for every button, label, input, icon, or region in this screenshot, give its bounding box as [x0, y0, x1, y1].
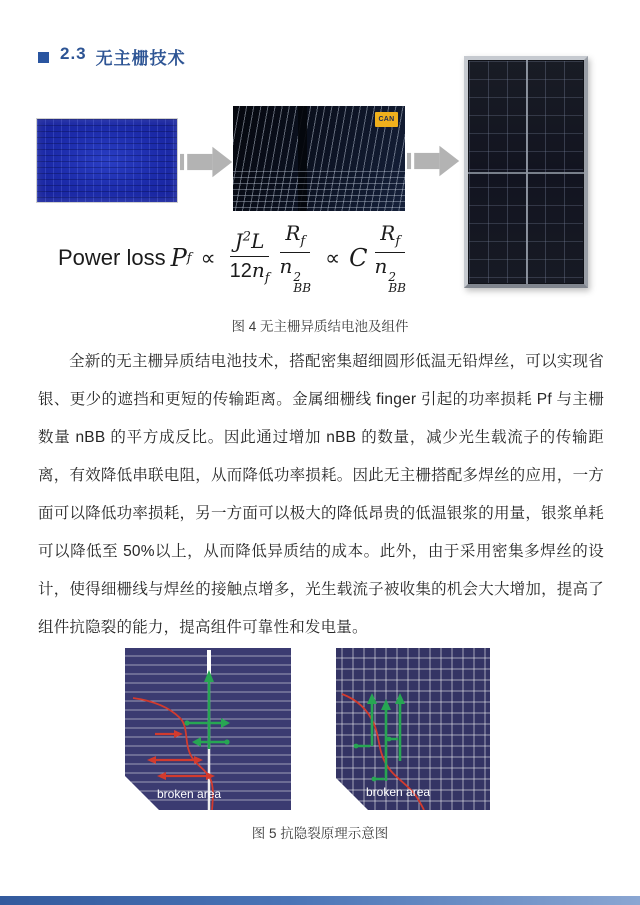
arrow-right-icon [407, 142, 461, 180]
figure5-caption: 图 5 抗隐裂原理示意图 [251, 826, 389, 841]
horizontal-wires-overlay [233, 171, 405, 211]
footer-accent-bar [0, 896, 640, 905]
fraction-current: $\frac{J^2L}{12n_f}$ [229, 228, 270, 286]
multiwire-closeup-image [233, 106, 405, 211]
arrow-right-icon [180, 143, 234, 181]
broken-area-label: broken area [366, 785, 431, 799]
section-heading [38, 44, 186, 69]
brand-badge: CAN [375, 112, 398, 127]
figure5-single-busbar-diagram [125, 646, 291, 810]
figure4-caption: 图 4 无主栅异质结电池及组件 [231, 319, 409, 334]
formula-label: Power loss [58, 245, 166, 270]
power-loss-formula [58, 220, 411, 296]
busbarless-cell-image [36, 118, 178, 203]
proportional-symbol: ∝ [200, 246, 216, 270]
fraction-resistance: $R_f$ n 2 BB [279, 220, 312, 295]
solar-module-image [464, 56, 588, 288]
figure5-multiwire-diagram [336, 646, 490, 810]
fraction-resistance-2: $R_f$ n 2 BB [374, 220, 406, 295]
proportional-symbol: ∝ [325, 246, 341, 270]
broken-area-label: broken area [157, 787, 222, 801]
heading-number: 2.3 [60, 44, 87, 63]
heading-title: 无主栅技术 [95, 49, 186, 68]
body-paragraph: 全新的无主栅异质结电池技术，搭配密集超细圆形低温无铅焊丝，可以实现省银、更少的遮挡和更短的传输距离。金属细栅线 finger 引起的功率损耗 Pf 与主栅数量 nBB 的平方成反比。因此通过增加 nBB 的数量，减少光生载流子的传输距离，有效降低串联电阻，从而降低功率损耗。因此无主栅搭配多焊丝的应用，一方面可以降低功率损耗，另一方面可以极大的降低昂贵的低温银浆的用量，银浆单耗可以降低至 50%以上，从而降低异质结的成本。此外，由于采用密集多焊丝的设计，使得细栅线与焊丝的接触点增多，光生载流子被收集的机会大大增加，提高了组件抗隐裂的能力，提高组件可靠性和发电量。 [38, 353, 604, 636]
formula-sub-p: f [186, 250, 192, 266]
formula-const-c: C [349, 244, 368, 272]
heading-bullet-square [38, 52, 49, 63]
formula-var-p: P [170, 244, 187, 272]
module-center-horizontal-line [468, 172, 584, 174]
